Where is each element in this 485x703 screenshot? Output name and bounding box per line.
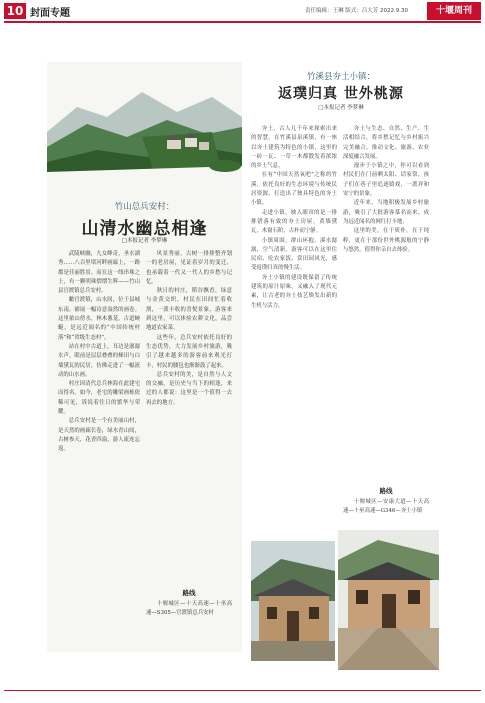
paragraph: 秋日的村庄，稻谷飘香，绿意与金黄交织，村民在田间忙着收割，一派丰收的喜悦景象。游客来到这里，可以体验农耕文化，品尝地道农家菜。	[146, 288, 232, 332]
paragraph: 夯土小镇的建设既保留了传统建筑的原汁原味，又融入了现代元素，让古老的夯土技艺焕发出新的生机与活力。	[251, 274, 337, 309]
paragraph: 瞰官渡镇，山水间，位于县城东南，铺展一幅诗意盎然的画卷。这里依山傍水，林木葱茏，古道蜿蜒，是远近闻名的“中国传统村落”和“省级生态村”。	[58, 297, 140, 341]
right-article-title: 返璞归真 世外桃源	[278, 86, 404, 102]
page-number: 10	[4, 3, 26, 19]
left-route-heading: 路线	[182, 589, 196, 597]
paragraph: 这里的美，在于质朴，在于纯粹，更在于那份世外桃源般的宁静与悠然，值得你亲自去体验。	[343, 228, 429, 253]
editor-credits: 责任编辑：王琳 版式：吕大芳 2022.9.30	[305, 8, 408, 14]
rammed-earth-house-photo	[251, 541, 335, 661]
paragraph: 总兵安村是一个有美丽山村，是天然的画廊长卷，绿水青山间，古树参天，花香四溢，游人流连忘返。	[58, 418, 140, 453]
left-article-byline: □本报记者 李梦琳	[121, 238, 168, 244]
right-article-column-2	[343, 125, 429, 475]
left-article-column-1	[58, 250, 140, 650]
right-article-column-1	[251, 125, 337, 535]
section-name: 封面专题	[30, 8, 70, 19]
right-route-text	[343, 498, 429, 528]
village-street-photo	[338, 530, 439, 670]
paragraph: 十堰城区—安康大道—十天高速—十巫高速—G346—夯土小镇	[343, 499, 429, 515]
paragraph: 在有“中国天然氧吧”之称的竹溪，依托良好的生态环境与传统民居资源，打造出了独具特色的夯土小镇。	[251, 172, 337, 207]
right-route-heading: 路线	[379, 487, 393, 495]
paragraph: 武陵峡幽，九女峰奇，圣水湖秀……八百里堵河畔画廊上，一路都是佳丽胜景。而在这一线串珠之上，有一颗明珠熠熠生辉——竹山县官渡镇总兵安村。	[58, 251, 140, 295]
paragraph: 村庄因清代总兵林海在此建宅而得名。如今，老宅的雕梁画栋依稀可见，诉说着往日的繁华与荣耀。	[58, 381, 140, 416]
right-article-byline: □本报记者 李梦琳	[318, 105, 364, 111]
paragraph: 小镇周围，群山环抱，溪水潺潺，空气清新。游客可以在这里住民宿、吃农家饭、赏田园风光，感受返璞归真的慢生活。	[251, 237, 337, 272]
header-rule	[4, 21, 481, 23]
left-article-column-2	[146, 250, 232, 580]
paragraph: 夯土与生态、自然、生产、生活相结合，将乡愁记忆与乡村振兴完美融合，推动文化、旅游、农业深度融合发展。	[343, 126, 429, 160]
paragraph: 总兵安村的美，是自然与人文的交融，是历史与当下的相逢，来过的人都说：这里是一个值得一去再去的地方。	[146, 371, 232, 406]
paragraph: 十堰城区—十天高速—十巫高速—S305—官渡镇总兵安村	[146, 601, 232, 617]
masthead: 十堰周刊	[427, 2, 481, 20]
right-article-subtitle: 竹溪县夯土小镇：	[306, 72, 375, 82]
paragraph: 近年来，当地积极发展乡村旅游，吸引了大批游客慕名而来，成为远近闻名的网红打卡地。	[343, 200, 429, 225]
village-landscape-photo	[47, 62, 242, 192]
paragraph: 站在村中古道上，耳边是潺潺水声，眼前是层层叠叠的梯田与白墙黛瓦的民居，仿佛走进了一幅流动的山水画。	[58, 343, 140, 378]
left-route-text	[146, 600, 232, 650]
paragraph: 这些年，总兵安村依托良好的生态优势，大力发展乡村旅游，吸引了越来越多的游客前来观光打卡，村民的腰包也渐渐鼓了起来。	[146, 334, 232, 369]
paragraph: 走进小镇，映入眼帘的是一排排错落有致的夯土房屋，黄墙黛瓦，木窗石阶，古朴而宁静。	[251, 209, 337, 235]
page-header	[0, 0, 485, 22]
footer-rule	[4, 690, 481, 691]
paragraph: 风景秀丽。古树一排排整齐划一的老房屋，见证着岁月的变迁，也承载着一代又一代人的乡愁与记忆。	[146, 251, 232, 285]
left-article-subtitle: 竹山总兵安村：	[114, 202, 175, 212]
paragraph: 漫步于小镇之中，你可以看到村民们在门前晒太阳、话家常，孩子们在巷子里追逐嬉戏，一派祥和安宁的景象。	[343, 163, 429, 198]
paragraph: 夯土，古人几千年来探索出来的智慧。在竹溪县泉溪镇，有一座以夯土建筑为特色的小镇，这里的一砖一瓦、一草一木都散发着浓浓的乡土气息。	[251, 126, 337, 170]
left-article-title: 山清水幽总相逢	[81, 219, 208, 239]
